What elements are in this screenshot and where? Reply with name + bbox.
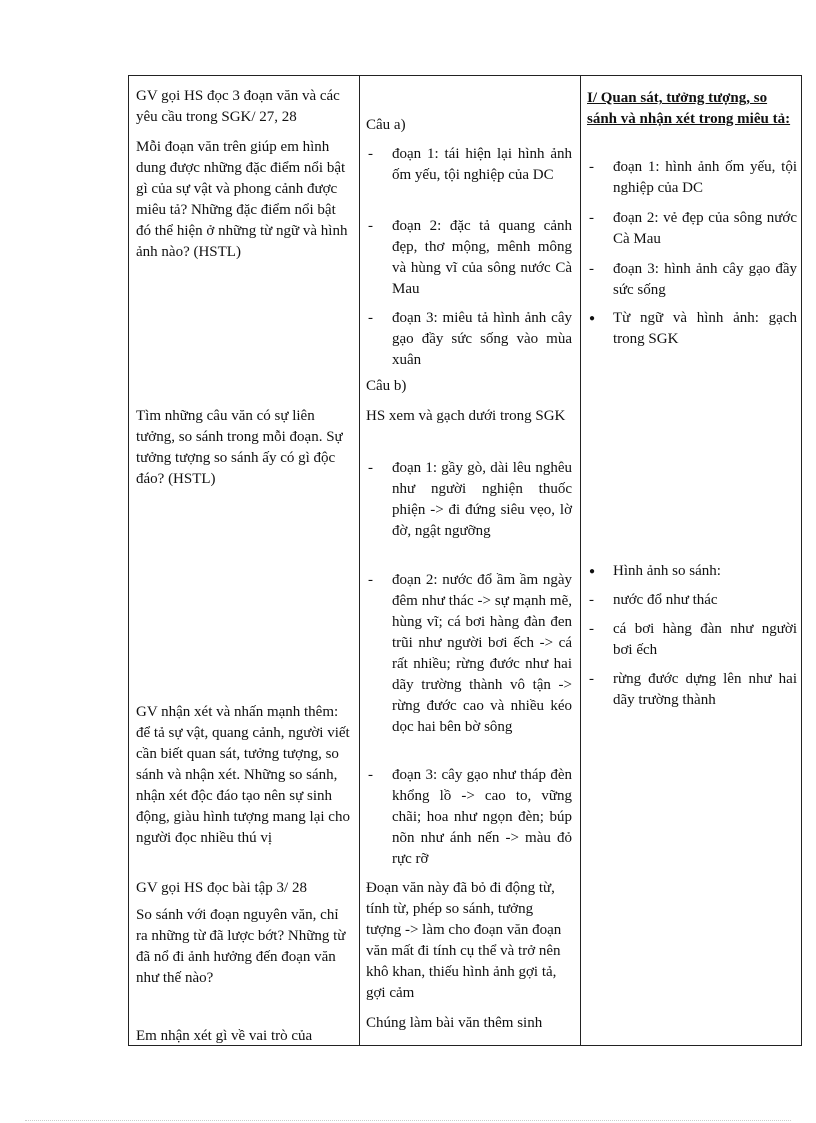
list-item: - đoạn 3: cây gạo như tháp đèn khổng lồ -> cao to, vững chãi; hoa như ngọn đèn; búp nõn như ánh nến -> màu đỏ rực rỡ	[368, 767, 572, 867]
question-label: Câu a)	[366, 117, 406, 133]
activity-text: GV gọi HS đọc 3 đoạn văn và các yêu cầu trong SGK/ 27, 28	[136, 88, 340, 125]
activity-text: Em nhận xét gì về vai trò của	[136, 1028, 313, 1044]
answer-text: Chúng làm bài văn thêm sinh	[366, 1015, 543, 1031]
section-heading: I/ Quan sát, tưởng tượng, so sánh và nhận xét trong miêu tả:	[587, 90, 791, 127]
page-footer-rule	[25, 1120, 791, 1121]
list-item: - đoạn 3: hình ảnh cây gạo đầy sức sống	[589, 261, 797, 298]
list-item: - nước đổ như thác	[589, 592, 718, 608]
activity-text: So sánh với đoạn nguyên văn, chỉ ra những từ đã lược bớt? Những từ đã nổ đi ảnh hưởng đến đoạn văn như thế nào?	[136, 907, 346, 986]
question-label: Câu b)	[366, 378, 407, 394]
board-notes-column	[581, 76, 803, 1045]
answer-text: Đoạn văn này đã bỏ đi động từ, tính từ, phép so sánh, tưởng tượng -> làm cho đoạn văn đoạn văn mất đi tính cụ thể và trở nên khô khan, thiếu hình ảnh gợi tả, gợi cảm	[366, 880, 562, 1001]
list-item: - đoạn 1: gầy gò, dài lêu nghêu như người nghiện thuốc phiện -> đi đứng siêu vẹo, lờ đờ, ngật ngưỡng	[368, 460, 572, 539]
list-item: - đoạn 1: tái hiện lại hình ảnh ốm yếu, tội nghiệp của DC	[368, 146, 572, 183]
bullet-item: ● Hình ảnh so sánh:	[589, 563, 721, 579]
list-item: - đoạn 2: vẻ đẹp của sông nước Cà Mau	[589, 210, 797, 247]
teacher-activity-column	[129, 76, 359, 1045]
activity-text: Tìm những câu văn có sự liên tưởng, so sánh trong mỗi đoạn. Sự tưởng tượng so sánh ấy có gì độc đáo? (HSTL)	[136, 408, 343, 487]
student-answer-column	[360, 76, 580, 1045]
activity-text: Mỗi đoạn văn trên giúp em hình dung được những đặc điểm nổi bật gì của sự vật và phong cảnh được miêu tả? Những đặc điểm nổi bật đó thể hiện ở những từ ngữ và hình ảnh nào? (HSTL)	[136, 139, 348, 260]
activity-text: GV gọi HS đọc bài tập 3/ 28	[136, 880, 307, 896]
list-item: - đoạn 2: nước đổ ầm ầm ngày đêm như thác -> sự mạnh mẽ, hùng vĩ; cá bơi hàng đàn đen trũi như người bơi ếch -> cá rất nhiều; rừng đước như hai dãy trường thành vô tận -> rừng đước cao và nhiều kéo dọc hai bên bờ sông	[368, 572, 572, 735]
activity-text: GV nhận xét và nhấn mạnh thêm: để tả sự vật, quang cảnh, người viết cần biết quan sát, tưởng tượng, so sánh và nhận xét. Những so sánh, nhận xét độc đáo tạo nên sự sinh động, giàu hình tượng mang lại cho người đọc nhiều thú vị	[136, 704, 350, 846]
list-item: - cá bơi hàng đàn như người bơi ếch	[589, 621, 797, 658]
list-item: - đoạn 3: miêu tả hình ảnh cây gạo đầy sức sống vào mùa xuân	[368, 310, 572, 368]
list-item: - đoạn 1: hình ảnh ốm yếu, tội nghiệp của DC	[589, 159, 797, 196]
answer-text: HS xem và gạch dưới trong SGK	[366, 408, 566, 424]
list-item: - đoạn 2: đặc tả quang cảnh đẹp, thơ mộng, mênh mông và hùng vĩ của sông nước Cà Mau	[368, 218, 572, 297]
bullet-item: ● Từ ngữ và hình ảnh: gạch trong SGK	[589, 310, 797, 347]
list-item: - rừng đước dựng lên như hai dãy trường thành	[589, 671, 797, 708]
lesson-table	[128, 75, 802, 1046]
